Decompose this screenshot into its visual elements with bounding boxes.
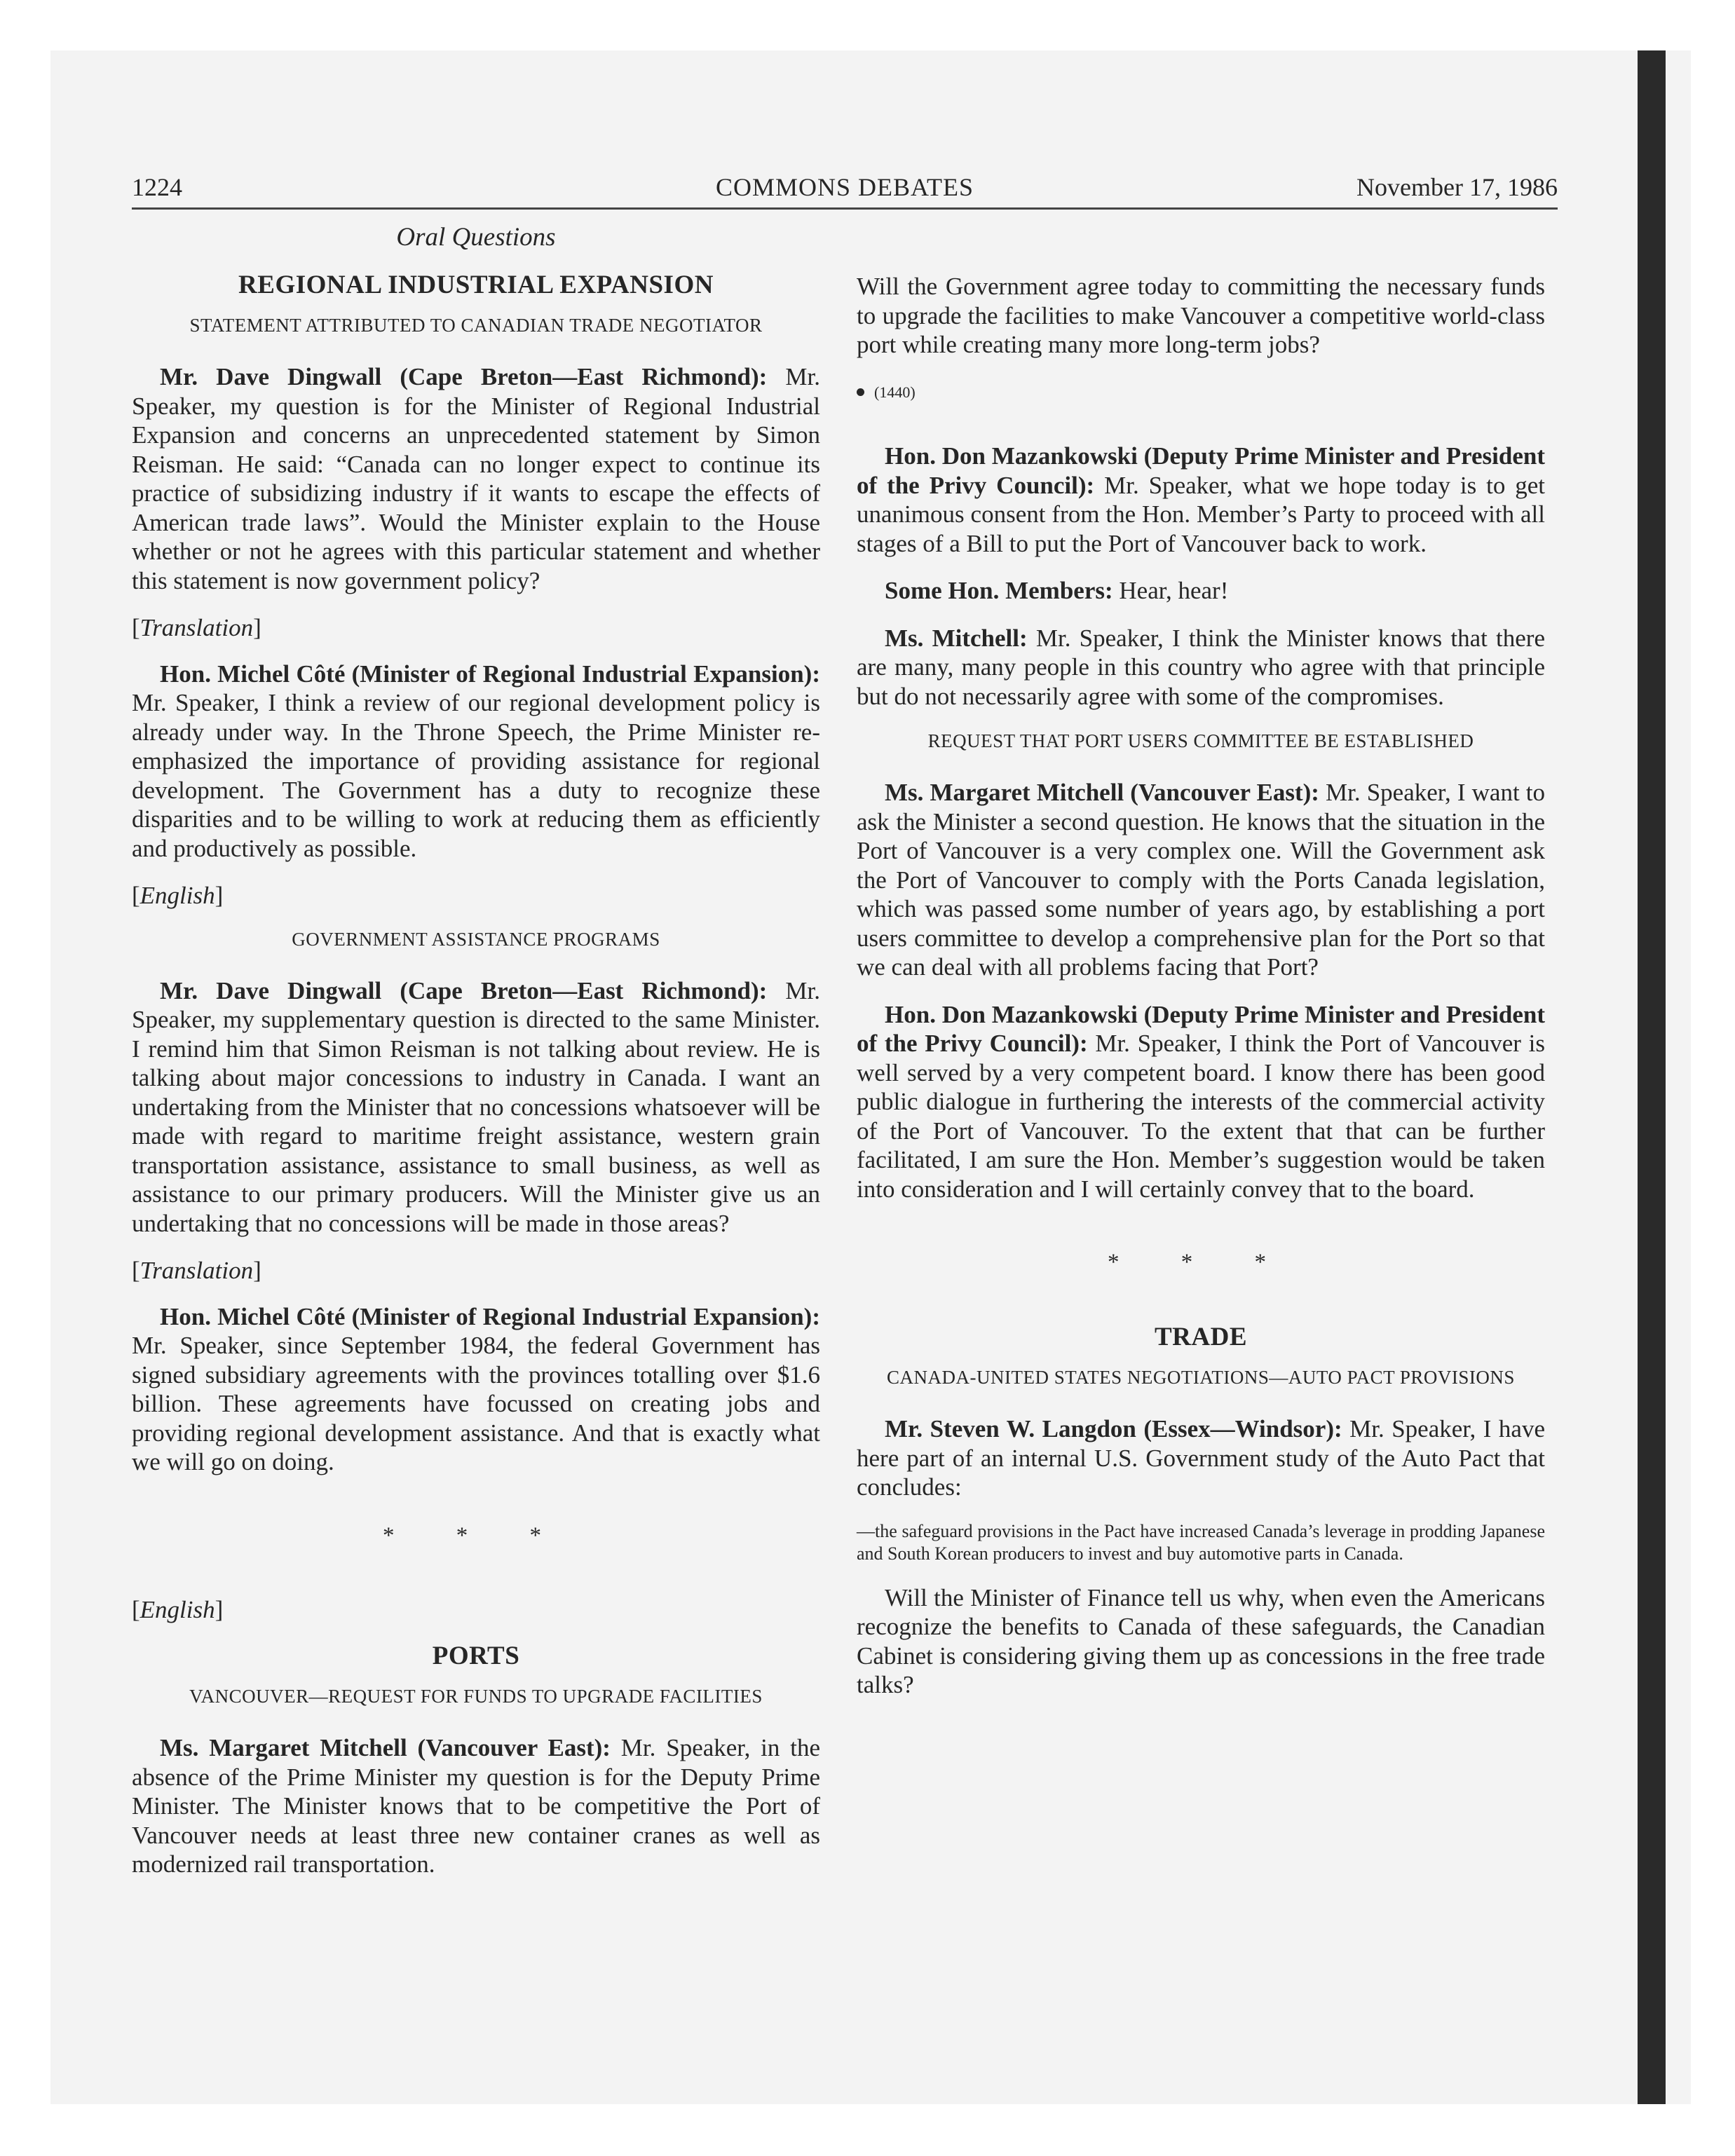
speaker-name: Hon. Michel Côté (Minister of Regional Industrial Expansion): [160,660,820,688]
section-label: Oral Questions [396,223,556,252]
subheading: VANCOUVER—REQUEST FOR FUNDS TO UPGRADE FACILITIES [189,1686,763,1707]
right-column [857,272,1545,1718]
speech-paragraph [132,362,820,595]
header-rule [132,207,1558,210]
speech-paragraph [857,1000,1545,1204]
speech-text: Mr. Speaker, my supplementary question is directed to the same Minister. I remind him that Simon Reisman is not talking about review. He is talking about major concessions to industry in Canada. I want an undertaking from the Minister that no concessions whatsoever will be made with regard to maritime freight assistance, western grain transportation assistance, assistance to small business, as well as assistance to our primary producers. Will the Minister give us an undertaking that no concessions will be made in those areas? [132,976,820,1237]
running-header [132,172,1558,207]
speech-text: Mr. Speaker, in the absence of the Prime Minister my question is for the Deputy Prime Minister. The Minister knows that to be competitive the Port of Vancouver needs at least three new container cranes as well as modernized rail transportation. [132,1734,821,1878]
speech-text: Mr. Speaker, I think the Minister knows that there are many, many people in this country who agree with that principle but do not necessarily agree with some of the compromises. [857,624,1545,710]
speech-text: Hear, hear! [1113,577,1229,604]
block-quote: —the safeguard provisions in the Pact have increased Canada’s leverage in prodding Japanese and South Korean producers to invest and buy automotive parts in Canada. [857,1520,1545,1564]
speech-paragraph: Will the Minister of Finance tell us why, when even the Americans recognize the benefits to Canada of these safeguards, the Canadian Cabinet is considering giving them up as concessions in the free trade talks? [857,1583,1545,1698]
binding-edge [1638,50,1666,2104]
speaker-name: Mr. Steven W. Langdon (Essex—Windsor): [885,1415,1342,1442]
bullet-icon [857,388,864,396]
speech-paragraph [857,778,1545,982]
speech-text: Mr. Speaker, what we hope today is to get unanimous consent from the Hon. Member’s Party to proceed with all stages of a Bill to put the Port of Vancouver back to work. [857,471,1546,557]
subheading: CANADA-UNITED STATES NEGOTIATIONS—AUTO PACT PROVISIONS [887,1367,1515,1388]
speaker-name: Some Hon. Members: [885,577,1113,604]
speaker-name: Hon. Don Mazankowski (Deputy Prime Minister and President of the Privy Council): [857,1000,1545,1057]
speech-paragraph [857,1414,1545,1502]
section-divider: * * * [383,1522,569,1548]
speech-text: Mr. Speaker, my question is for the Minister of Regional Industrial Expansion and concerns an unprecedented statement by Simon Reisman. He said: “Canada can no longer expect to continue its practice of subsidizing industry if it wants to escape the effects of American trade laws”. Would the Minister explain to the House whether or not he agrees with this particular statement and whether this statement is now government policy? [132,363,820,594]
speaker-name: Mr. Dave Dingwall (Cape Breton—East Richmond): [160,976,768,1004]
speaker-name: Ms. Margaret Mitchell (Vancouver East): [885,779,1319,806]
language-marker: [Translation] [132,614,261,641]
speaker-name: Ms. Margaret Mitchell (Vancouver East): [160,1734,611,1761]
language-marker: [Translation] [132,1257,261,1284]
speech-text: Mr. Speaker, since September 1984, the federal Government has signed subsidiary agreements with the provinces totalling over $1.6 billion. These agreements have focussed on creating jobs and providing regional development assistance. And that is exactly what we will go on doing. [132,1332,820,1475]
section-heading: TRADE [1154,1322,1248,1351]
subheading: GOVERNMENT ASSISTANCE PROGRAMS [292,928,660,950]
time-stamp: (1440) [857,378,1545,407]
speech-paragraph [857,624,1545,711]
speaker-name: Hon. Michel Côté (Minister of Regional Industrial Expansion): [160,1302,820,1330]
language-marker: [English] [132,1596,224,1623]
section-divider: * * * [1108,1250,1294,1275]
section-heading: PORTS [432,1641,520,1670]
speech-paragraph [857,576,1545,606]
speech-paragraph [132,976,820,1239]
speech-paragraph: Will the Government agree today to committing the necessary funds to upgrade the facilities to make Vancouver a competitive world-class port while creating many more long-term jobs? [857,273,1545,358]
issue-date: November 17, 1986 [1356,173,1558,201]
language-marker: [English] [132,882,224,909]
speech-text: Mr. Speaker, I think a review of our regional development policy is already under way. In the Throne Speech, the Prime Minister re-emphasized the importance of providing assistance for regional development. The Government has a duty to recognize these disparities and to be willing to work at reducing them as efficiently and productively as possible. [132,689,820,862]
speech-paragraph [857,442,1545,558]
subheading: REQUEST THAT PORT USERS COMMITTEE BE ESTABLISHED [927,730,1474,751]
speech-text: Mr. Speaker, I think the Port of Vancouver is well served by a very competent board. I know there has been good public dialogue in furthering the interests of the commercial activity of the Port of Vancouver. To the extent that that can be further facilitated, I am sure the Hon. Member’s suggestion would be taken into consideration and I will certainly convey that to the board. [857,1030,1545,1203]
speaker-name: Ms. Mitchell: [885,624,1028,652]
section-heading: REGIONAL INDUSTRIAL EXPANSION [238,270,714,299]
subheading: STATEMENT ATTRIBUTED TO CANADIAN TRADE NEGOTIATOR [189,315,763,336]
speaker-name: Hon. Don Mazankowski (Deputy Prime Minister and President of the Privy Council): [857,442,1545,499]
speech-text: Mr. Speaker, I want to ask the Minister a second question. He knows that the situation in the Port of Vancouver is a very complex one. Will the Government ask the Port of Vancouver to comply with the Ports Canada legislation, which was passed some number of years ago, by establishing a port users committee to develop a comprehensive plan for the Port so that we can deal with all problems facing that Port? [857,779,1545,981]
speech-text: Mr. Speaker, I have here part of an internal U.S. Government study of the Auto Pact that concludes: [857,1415,1545,1501]
speech-paragraph [132,1733,820,1879]
left-column [132,223,820,1897]
publication-title: COMMONS DEBATES [715,173,974,201]
speech-paragraph [132,660,820,864]
page-number: 1224 [132,173,182,201]
speech-paragraph [132,1302,820,1477]
speaker-name: Mr. Dave Dingwall (Cape Breton—East Richmond): [160,363,768,390]
